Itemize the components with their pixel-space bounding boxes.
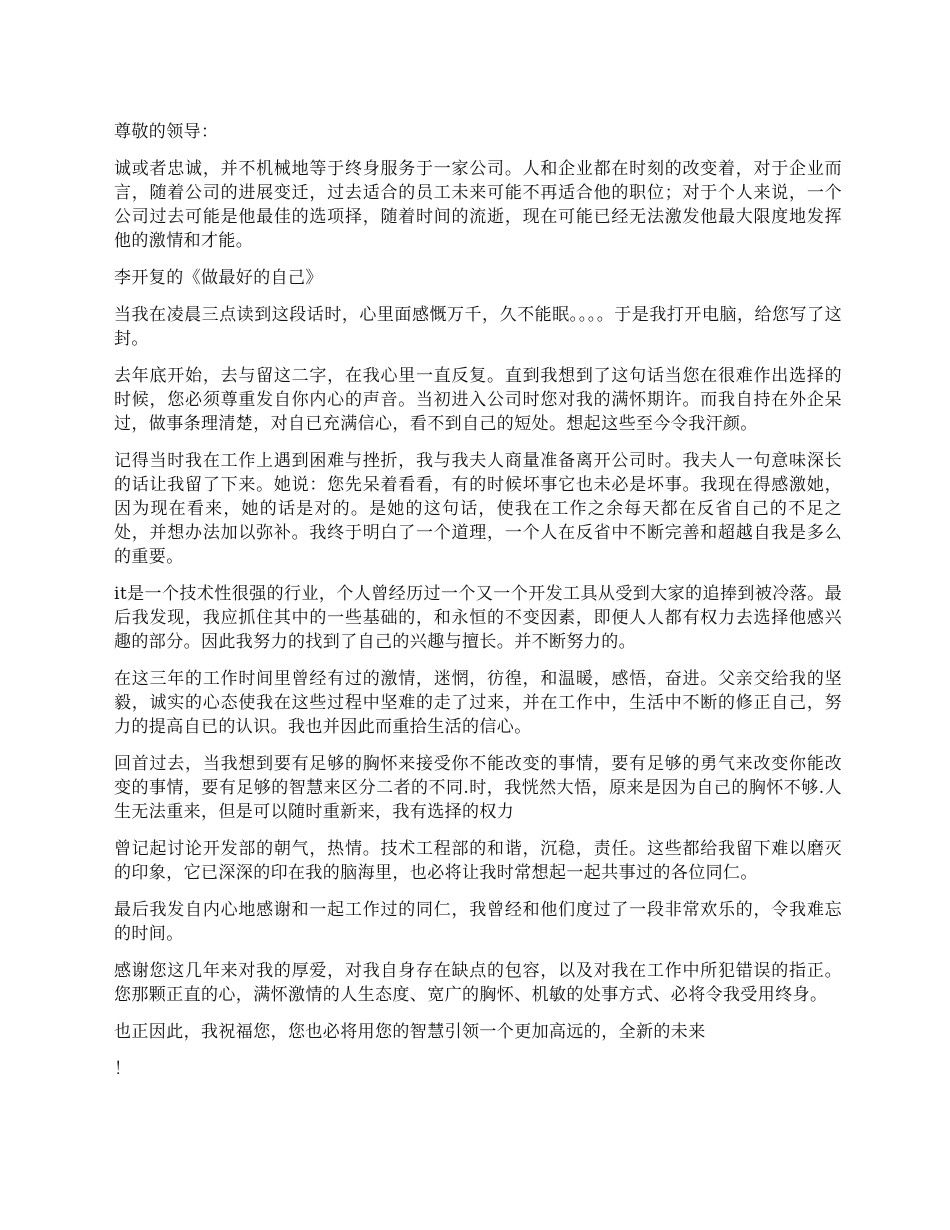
paragraph: it是一个技术性很强的行业，个人曾经历过一个又一个开发工具从受到大家的追捧到被冷落。最后我发现，我应抓住其中的一些基础的，和永恒的不变因素，即便人人都有权力去选择他感兴趣的部分。因此我努力的找到了自己的兴趣与擅长。并不断努力的。 [114, 584, 842, 652]
paragraph: 曾记起讨论开发部的朝气，热情。技术工程部的和谐，沉稳，责任。这些都给我留下难以磨灭的印象，它已深深的印在我的脑海里，也必将让我时常想起一起共事过的各位同仁。 [114, 839, 842, 883]
paragraph: 感谢您这几年来对我的厚爱，对我自身存在缺点的包容，以及对我在工作中所犯错误的指正。您那颗正直的心，满怀激情的人生态度、宽广的胸怀、机敏的处事方式、必将令我受用终身。 [114, 961, 842, 1005]
salutation: 尊敬的领导： [114, 122, 219, 142]
paragraph-quote: 诚或者忠诚，并不机械地等于终身服务于一家公司。人和企业都在时刻的改变着，对于企业而言，随着公司的进展变迁，过去适合的员工未来可能不再适合他的职位；对于个人来说，一个公司过去可能是他最佳的选项择，随着时间的流逝，现在可能已经无法激发他最大限度地发挥他的激情和才能。 [114, 159, 842, 251]
paragraph: 回首过去，当我想到要有足够的胸怀来接受你不能改变的事情，要有足够的勇气来改变你能改变的事情，要有足够的智慧来区分二者的不同.时，我恍然大悟，原来是因为自己的胸怀不够.人生无法重来，但是可以随时重新来，我有选择的权力 [114, 754, 842, 822]
letter-document [114, 120, 842, 1094]
paragraph: 在这三年的工作时间里曾经有过的激情，迷惘，彷徨，和温暖，感悟，奋进。父亲交给我的坚毅，诚实的心态使我在这些过程中坚难的走了过来，并在工作中，生活中不断的修正自己，努力的提高自已的认识。我也并因此而重拾生活的信心。 [114, 669, 842, 737]
closing-paragraph: 也正因此，我祝福您，您也必将用您的智慧引领一个更加高远的，全新的未来 [114, 1022, 706, 1042]
paragraph: 最后我发自内心地感谢和一起工作过的同仁，我曾经和他们度过了一段非常欢乐的，令我难忘的时间。 [114, 900, 842, 944]
paragraph: 当我在凌晨三点读到这段话时，心里面感慨万千，久不能眠。。。。于是我打开电脑，给您写了这封。 [114, 305, 842, 349]
paragraph: 去年底开始，去与留这二字，在我心里一直反复。直到我想到了这句话当您在很难作出选择的时候，您必须尊重发自你内心的声音。当初进入公司时您对我的满怀期许。而我自持在外企呆过，做事条理清楚，对自已充满信心，看不到自己的短处。想起这些至今令我汗颜。 [114, 366, 842, 434]
quote-source: 李开复的《做最好的自己》 [114, 268, 323, 288]
closing-exclamation: ！ [114, 1059, 132, 1079]
paragraph: 记得当时我在工作上遇到困难与挫折，我与我夫人商量准备离开公司时。我夫人一句意味深长的话让我留了下来。她说：您先呆着看看，有的时候坏事它也未必是坏事。我现在得感激她，因为现在看来，她的话是对的。是她的这句话，使我在工作之余每天都在反省自己的不足之处，并想办法加以弥补。我终于明白了一个道理，一个人在反省中不断完善和超越自我是多么的重要。 [114, 451, 842, 567]
